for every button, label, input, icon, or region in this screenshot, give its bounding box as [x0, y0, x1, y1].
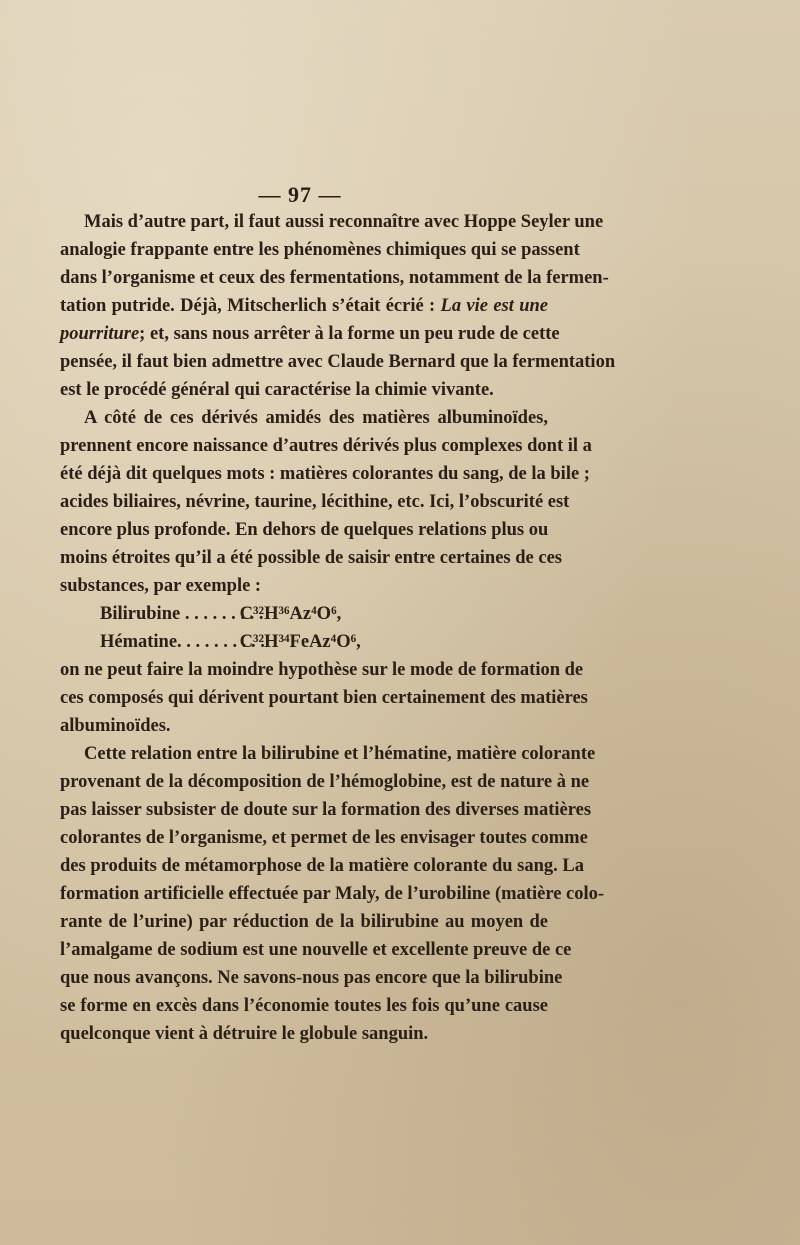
formula-chem: C³²H³⁶Az⁴O⁶, — [239, 604, 342, 624]
paragraph-4-line-5: des produits de métamorphose de la matière colorante du sang. La — [60, 856, 584, 876]
paragraph-4-line-9: que nous avançons. Ne savons-nous pas encore que la bilirubine — [60, 968, 563, 988]
paragraph-1-line-4-text: tation putride. Déjà, Mitscherlich s’était écrié : — [60, 296, 436, 316]
quote-italic-2: pourriture — [60, 324, 140, 344]
formula-chem: C³²H³⁴FeAz⁴O⁶, — [239, 632, 361, 652]
paragraph-2-line-2: prennent encore naissance d’autres dérivés plus complexes dont il a — [60, 436, 592, 456]
page-number: — 97 — — [258, 182, 342, 207]
paragraph-4-line-2: provenant de la décomposition de l’hémoglobine, est de nature à ne — [60, 772, 590, 792]
paragraph-2-line-4: acides biliaires, névrine, taurine, lécithine, etc. Ici, l’obscurité est — [60, 492, 570, 512]
paragraph-4-line-4: colorantes de l’organisme, et permet de les envisager toutes comme — [60, 828, 588, 848]
paragraph-2-line-7: substances, par exemple : — [60, 576, 262, 596]
paragraph-4-line-11: quelconque vient à détruire le globule sanguin. — [60, 1024, 429, 1044]
paragraph-4-line-3: pas laisser subsister de doute sur la formation des diverses matières — [60, 800, 592, 820]
paragraph-1-line-6: pensée, il faut bien admettre avec Claude Bernard que la fermentation — [60, 352, 616, 372]
paragraph-1-line-5-text: ; et, sans nous arrêter à la forme un peu rude de cette — [139, 324, 560, 344]
formula-name: Bilirubine . . . . . . . . . — [100, 604, 264, 624]
paragraph-4-line-6: formation artificielle effectuée par Maly, de l’urobiline (matière colo- — [60, 884, 605, 904]
formula-bilirubine — [60, 600, 548, 628]
paragraph-4-line-7: rante de l’urine) par réduction de la bilirubine au moyen de — [60, 912, 548, 932]
paragraph-2-line-3: été déjà dit quelques mots : matières colorantes du sang, de la bile ; — [60, 464, 590, 484]
paragraph-3-line-1: on ne peut faire la moindre hypothèse sur le mode de formation de — [60, 660, 584, 680]
quote-italic: La vie est une — [440, 296, 548, 316]
formula-hematine — [60, 628, 548, 656]
paragraph-2-line-5: encore plus profonde. En dehors de quelques relations plus ou — [60, 520, 549, 540]
paragraph-1-line-3: dans l’organisme et ceux des fermentations, notamment de la fermen- — [60, 268, 609, 288]
formula-name: Hématine. . . . . . . . . . — [100, 632, 265, 652]
paragraph-1-line-7: est le procédé général qui caractérise la chimie vivante. — [60, 380, 494, 400]
paragraph-1-line-5 — [60, 320, 560, 348]
paragraph-3-line-3: albuminoïdes. — [60, 716, 171, 736]
paragraph-1-line-2: analogie frappante entre les phénomènes chimiques qui se passent — [60, 240, 580, 260]
paragraph-4-line-8: l’amalgame de sodium est une nouvelle et excellente preuve de ce — [60, 940, 572, 960]
paragraph-3-line-2: ces composés qui dérivent pourtant bien certainement des matières — [60, 688, 588, 708]
paragraph-4-line-1: Cette relation entre la bilirubine et l’hématine, matière colorante — [84, 744, 596, 764]
paragraph-2-line-6: moins étroites qu’il a été possible de saisir entre certaines de ces — [60, 548, 563, 568]
paragraph-2-line-1: A côté de ces dérivés amidés des matières albuminoïdes, — [84, 408, 548, 428]
paragraph-1-line-1: Mais d’autre part, il faut aussi reconnaître avec Hoppe Seyler une — [84, 212, 604, 232]
paragraph-4-line-10: se forme en excès dans l’économie toutes les fois qu’une cause — [60, 996, 548, 1016]
paragraph-1-line-4 — [60, 292, 548, 320]
body-text — [60, 208, 616, 1048]
